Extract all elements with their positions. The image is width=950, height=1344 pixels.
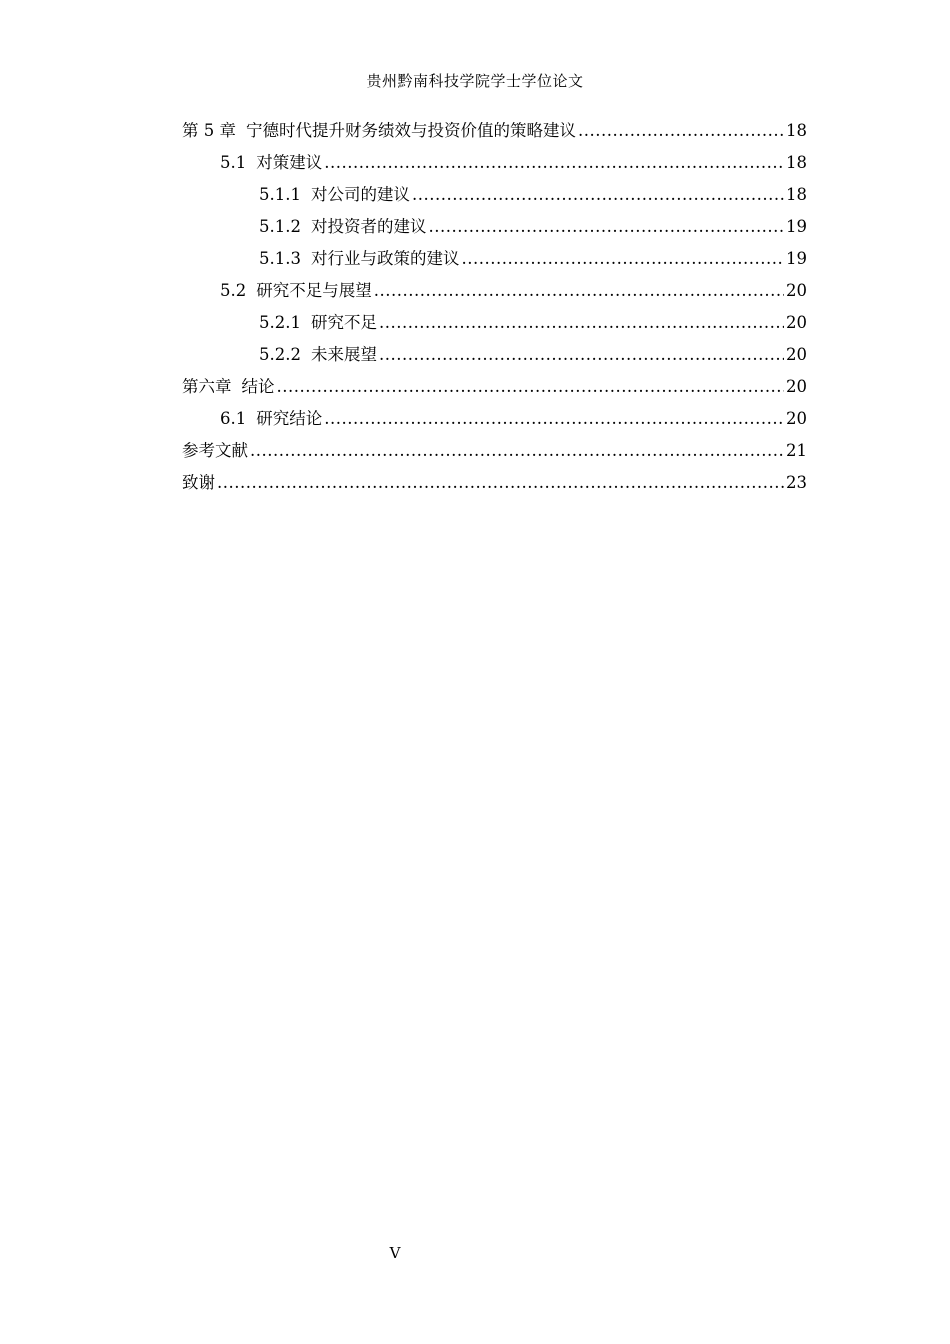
toc-entry-5-1-3[interactable] <box>182 245 807 277</box>
toc-entry-6-1[interactable] <box>182 405 807 437</box>
toc-entry-page: 23 <box>786 473 807 492</box>
toc-entry-number: 第六章 <box>182 377 232 396</box>
toc-dot-leader <box>250 443 784 460</box>
toc-entry-page: 21 <box>786 441 807 460</box>
toc-dot-leader <box>412 187 784 204</box>
toc-entry-label <box>259 213 426 237</box>
toc-dot-leader <box>578 123 784 140</box>
toc-dot-leader <box>379 315 784 332</box>
toc-entry-title: 研究结论 <box>256 409 323 428</box>
header-title: 贵州黔南科技学院学士学位论文 <box>366 72 584 90</box>
toc-entry-references[interactable] <box>182 437 807 469</box>
toc-entry-5-2-2[interactable] <box>182 341 807 373</box>
toc-dot-leader <box>379 347 784 364</box>
toc-entry-number: 5.1 <box>220 153 247 172</box>
toc-dot-leader <box>217 475 784 492</box>
toc-entry-5-2[interactable] <box>182 277 807 309</box>
toc-entry-title: 对行业与政策的建议 <box>310 249 460 268</box>
toc-dot-leader <box>374 283 784 300</box>
toc-entry-page: 19 <box>786 217 807 236</box>
toc-dot-leader <box>461 251 784 268</box>
toc-entry-label <box>259 309 377 333</box>
toc-entry-label <box>220 277 372 301</box>
toc-entry-number: 第 5 章 <box>182 121 236 140</box>
toc-entry-chapter-5[interactable] <box>182 117 807 149</box>
toc-entry-page: 18 <box>786 185 807 204</box>
toc-entry-title: 致谢 <box>182 473 215 492</box>
toc-dot-leader <box>324 155 784 172</box>
toc-entry-title: 研究不足 <box>310 313 377 332</box>
toc-entry-page: 18 <box>786 153 807 172</box>
toc-entry-label <box>220 405 322 429</box>
toc-entry-label <box>182 469 215 493</box>
toc-entry-acknowledgements[interactable] <box>182 469 807 501</box>
toc-entry-title: 对公司的建议 <box>310 185 410 204</box>
toc-entry-chapter-6[interactable] <box>182 373 807 405</box>
toc-entry-number: 6.1 <box>220 409 247 428</box>
toc-entry-5-1-1[interactable] <box>182 181 807 213</box>
toc-entry-label <box>259 181 410 205</box>
toc-entry-5-2-1[interactable] <box>182 309 807 341</box>
toc-entry-label <box>182 373 275 397</box>
toc-entry-number: 5.1.1 <box>259 185 301 204</box>
toc-entry-5-1-2[interactable] <box>182 213 807 245</box>
toc-dot-leader <box>428 219 784 236</box>
toc-entry-title: 未来展望 <box>310 345 377 364</box>
toc-entry-page: 20 <box>786 377 807 396</box>
toc-entry-title: 结论 <box>241 377 275 396</box>
toc-entry-number: 5.1.2 <box>259 217 301 236</box>
toc-entry-page: 20 <box>786 313 807 332</box>
toc-entry-label <box>259 245 459 269</box>
toc-entry-title: 宁德时代提升财务绩效与投资价值的策略建议 <box>246 121 576 140</box>
table-of-contents <box>182 117 807 501</box>
toc-entry-title: 对策建议 <box>256 153 323 172</box>
toc-entry-title: 研究不足与展望 <box>256 281 372 300</box>
toc-entry-page: 20 <box>786 409 807 428</box>
toc-entry-label <box>182 437 248 461</box>
toc-entry-number: 5.2.2 <box>259 345 301 364</box>
toc-entry-page: 18 <box>786 121 807 140</box>
toc-entry-page: 20 <box>786 281 807 300</box>
toc-dot-leader <box>324 411 784 428</box>
toc-entry-label <box>220 149 322 173</box>
running-header <box>0 70 950 91</box>
toc-entry-page: 20 <box>786 345 807 364</box>
toc-entry-number: 5.2.1 <box>259 313 301 332</box>
toc-dot-leader <box>277 379 785 396</box>
toc-entry-label <box>182 117 576 141</box>
toc-entry-title: 参考文献 <box>182 441 248 460</box>
toc-entry-page: 19 <box>786 249 807 268</box>
toc-entry-5-1[interactable] <box>182 149 807 181</box>
toc-entry-number: 5.1.3 <box>259 249 301 268</box>
toc-entry-label <box>259 341 377 365</box>
toc-entry-number: 5.2 <box>220 281 247 300</box>
toc-entry-title: 对投资者的建议 <box>310 217 427 236</box>
page-number: V <box>389 1244 401 1262</box>
